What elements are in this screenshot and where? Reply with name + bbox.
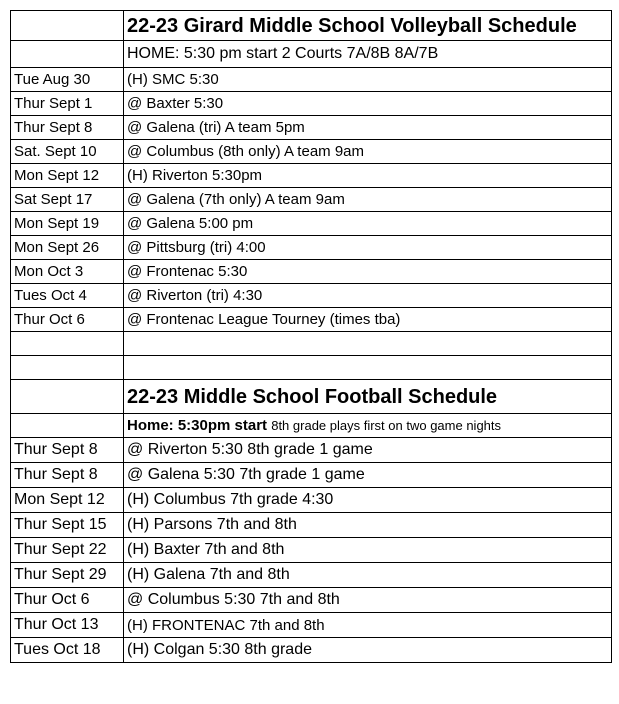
game-date[interactable]: Tues Oct 18 <box>11 638 124 663</box>
game-date[interactable]: Thur Sept 29 <box>11 563 124 588</box>
empty-cell[interactable] <box>11 356 124 380</box>
game-date[interactable]: Mon Sept 12 <box>11 488 124 513</box>
empty-cell[interactable] <box>11 11 124 41</box>
table-row <box>11 638 612 663</box>
game-event[interactable]: (H) FRONTENAC 7th and 8th <box>124 613 612 638</box>
table-row <box>11 613 612 638</box>
schedule-sheet <box>10 10 612 663</box>
empty-cell[interactable] <box>124 356 612 380</box>
volleyball-home-info[interactable]: HOME: 5:30 pm start 2 Courts 7A/8B 8A/7B <box>124 41 612 68</box>
game-date[interactable]: Mon Sept 19 <box>11 212 124 236</box>
empty-cell[interactable] <box>11 380 124 414</box>
game-date[interactable]: Thur Sept 8 <box>11 438 124 463</box>
game-date[interactable]: Sat. Sept 10 <box>11 140 124 164</box>
football-title-row <box>11 380 612 414</box>
game-date[interactable]: Mon Sept 12 <box>11 164 124 188</box>
table-row <box>11 188 612 212</box>
game-date[interactable]: Tue Aug 30 <box>11 68 124 92</box>
blank-row <box>11 356 612 380</box>
table-row <box>11 212 612 236</box>
table-row <box>11 463 612 488</box>
game-event[interactable]: @ Columbus (8th only) A team 9am <box>124 140 612 164</box>
game-event[interactable]: @ Galena (tri) A team 5pm <box>124 116 612 140</box>
volleyball-title[interactable]: 22-23 Girard Middle School Volleyball Schedule <box>124 11 612 41</box>
volleyball-home-row <box>11 41 612 68</box>
table-row <box>11 563 612 588</box>
game-event[interactable]: (H) Parsons 7th and 8th <box>124 513 612 538</box>
game-event[interactable]: @ Galena 5:00 pm <box>124 212 612 236</box>
game-event[interactable]: @ Columbus 5:30 7th and 8th <box>124 588 612 613</box>
game-date[interactable]: Tues Oct 4 <box>11 284 124 308</box>
game-date[interactable]: Thur Sept 8 <box>11 463 124 488</box>
game-event[interactable]: (H) Galena 7th and 8th <box>124 563 612 588</box>
game-date[interactable]: Mon Sept 26 <box>11 236 124 260</box>
game-date[interactable]: Thur Oct 6 <box>11 308 124 332</box>
empty-cell[interactable] <box>11 332 124 356</box>
table-row <box>11 513 612 538</box>
table-row <box>11 68 612 92</box>
game-date[interactable]: Thur Oct 6 <box>11 588 124 613</box>
game-date[interactable]: Thur Sept 8 <box>11 116 124 140</box>
table-row <box>11 588 612 613</box>
game-event[interactable]: @ Galena 5:30 7th grade 1 game <box>124 463 612 488</box>
table-row <box>11 488 612 513</box>
game-date[interactable]: Thur Sept 22 <box>11 538 124 563</box>
football-home-row <box>11 414 612 438</box>
empty-cell[interactable] <box>11 41 124 68</box>
game-event[interactable]: @ Baxter 5:30 <box>124 92 612 116</box>
football-home-note: 8th grade plays first on two game nights <box>271 418 502 433</box>
game-date[interactable]: Sat Sept 17 <box>11 188 124 212</box>
table-row <box>11 92 612 116</box>
table-row <box>11 260 612 284</box>
table-row <box>11 284 612 308</box>
game-event[interactable]: (H) Colgan 5:30 8th grade <box>124 638 612 663</box>
table-row <box>11 308 612 332</box>
game-event[interactable]: @ Riverton (tri) 4:30 <box>124 284 612 308</box>
game-date[interactable]: Thur Sept 1 <box>11 92 124 116</box>
game-event[interactable]: @ Frontenac 5:30 <box>124 260 612 284</box>
football-home-start: Home: 5:30pm start <box>127 417 268 434</box>
table-row <box>11 538 612 563</box>
game-event[interactable]: (H) Riverton 5:30pm <box>124 164 612 188</box>
table-row <box>11 438 612 463</box>
football-title[interactable]: 22-23 Middle School Football Schedule <box>124 380 612 414</box>
volleyball-title-row <box>11 11 612 41</box>
game-event[interactable]: @ Frontenac League Tourney (times tba) <box>124 308 612 332</box>
table-row <box>11 236 612 260</box>
game-event[interactable]: (H) Baxter 7th and 8th <box>124 538 612 563</box>
game-event[interactable]: @ Galena (7th only) A team 9am <box>124 188 612 212</box>
empty-cell[interactable] <box>124 332 612 356</box>
game-event[interactable]: @ Pittsburg (tri) 4:00 <box>124 236 612 260</box>
game-event[interactable]: (H) SMC 5:30 <box>124 68 612 92</box>
table-row <box>11 116 612 140</box>
empty-cell[interactable] <box>11 414 124 438</box>
football-home-info[interactable] <box>124 414 612 438</box>
game-event[interactable]: (H) Columbus 7th grade 4:30 <box>124 488 612 513</box>
game-date[interactable]: Mon Oct 3 <box>11 260 124 284</box>
table-row <box>11 164 612 188</box>
game-date[interactable]: Thur Sept 15 <box>11 513 124 538</box>
table-row <box>11 140 612 164</box>
blank-row <box>11 332 612 356</box>
game-date[interactable]: Thur Oct 13 <box>11 613 124 638</box>
game-event[interactable]: @ Riverton 5:30 8th grade 1 game <box>124 438 612 463</box>
